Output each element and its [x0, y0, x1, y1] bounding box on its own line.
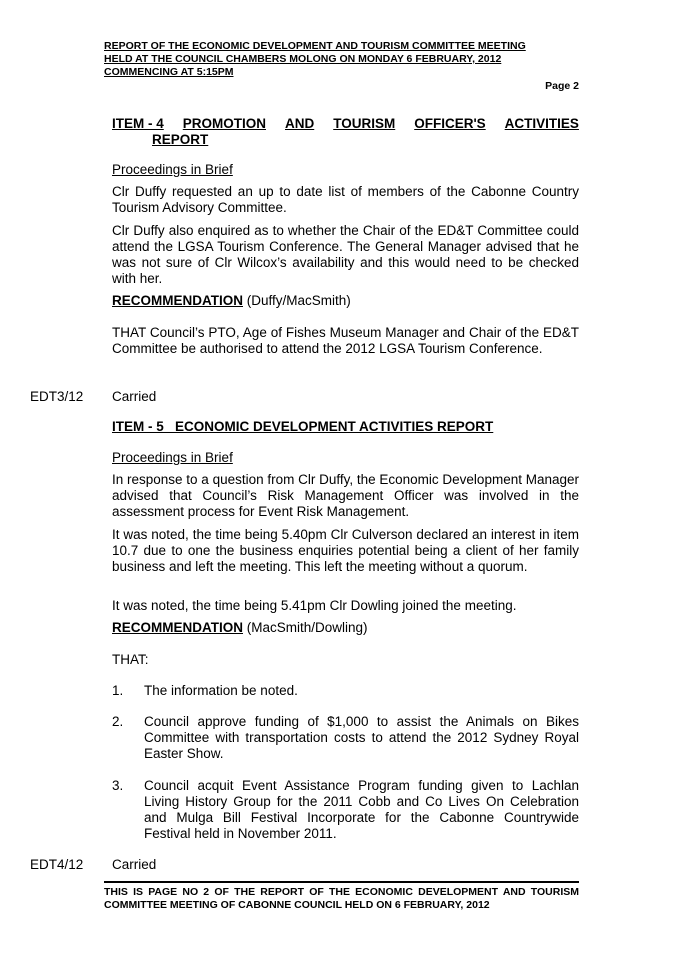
header-line: REPORT OF THE ECONOMIC DEVELOPMENT AND TOURISM COMMITTEE MEETING — [104, 40, 526, 52]
list-item: Council approve funding of $1,000 to assist the Animals on Bikes Committee with transportation costs to attend the 2012 Sydney Royal Easter Show. — [144, 714, 579, 761]
item5-proceedings-label: Proceedings in Brief — [112, 450, 233, 465]
recommendation-label: RECOMMENDATION — [112, 620, 243, 635]
item5-heading: ITEM - 5 ECONOMIC DEVELOPMENT ACTIVITIES REPORT — [112, 419, 494, 434]
item4-recommendation — [112, 293, 351, 308]
page-footer: THIS IS PAGE NO 2 OF THE REPORT OF THE ECONOMIC DEVELOPMENT AND TOURISM COMMITTEE MEETING OF CABONNE COUNCIL HELD ON 6 FEBRUARY, 2012 — [104, 886, 579, 911]
heading-word: PROMOTION — [182, 116, 266, 131]
heading-word: REPORT — [152, 132, 209, 147]
heading-word: TOURISM — [333, 116, 396, 131]
heading-word: AND — [284, 116, 315, 131]
heading-word: ACTIVITIES — [504, 116, 579, 131]
footer-divider — [104, 881, 579, 883]
item4-resolution: THAT Council’s PTO, Age of Fishes Museum Manager and Chair of the ED&T Committee be authorised to attend the 2012 LGSA Tourism Conference. — [112, 325, 579, 356]
item4-ref: EDT3/12 — [30, 389, 84, 404]
recommendation-movers: (Duffy/MacSmith) — [243, 293, 351, 308]
report-header — [104, 40, 579, 79]
item4-para1: Clr Duffy requested an up to date list of members of the Cabonne Country Tourism Advisory Committee. — [112, 184, 579, 215]
heading-word: ITEM - 4 — [112, 116, 164, 131]
item4-outcome: Carried — [112, 389, 157, 404]
item5-that: THAT: — [112, 652, 149, 667]
item5-para1: In response to a question from Clr Duffy, the Economic Development Manager advised that Council’s Risk Management Officer was involved in the assessment process for Event Risk Management. — [112, 472, 579, 519]
item5-para3: It was noted, the time being 5.41pm Clr Dowling joined the meeting. — [112, 598, 517, 613]
header-line: COMMENCING AT 5:15PM — [104, 66, 234, 78]
heading-word: OFFICER'S — [414, 116, 486, 131]
item5-ref: EDT4/12 — [30, 857, 84, 872]
list-item: Council acquit Event Assistance Program funding given to Lachlan Living History Group for the 2011 Cobb and Co Lives On Celebration and Mulga Bill Festival Incorporate for the Cabonne Countrywide Festival held in November 2011. — [144, 778, 579, 841]
item4-heading — [112, 116, 579, 148]
page-number: Page 2 — [545, 80, 579, 92]
item4-proceedings-label: Proceedings in Brief — [112, 162, 233, 177]
list-number: 1. — [112, 683, 124, 698]
list-item: The information be noted. — [144, 683, 298, 698]
item4-para2: Clr Duffy also enquired as to whether the Chair of the ED&T Committee could attend the LGSA Tourism Conference. The General Manager advised that he was not sure of Clr Wilcox’s availability and this would need to be checked with her. — [112, 223, 579, 286]
item5-para2: It was noted, the time being 5.40pm Clr Culverson declared an interest in item 10.7 due to one the business enquiries potential being a client of her family business and left the meeting. This left the meeting without a quorum. — [112, 527, 579, 574]
item5-recommendation — [112, 620, 368, 635]
recommendation-label: RECOMMENDATION — [112, 293, 243, 308]
list-number: 2. — [112, 714, 124, 729]
item5-outcome: Carried — [112, 857, 157, 872]
list-number: 3. — [112, 778, 124, 793]
recommendation-movers: (MacSmith/Dowling) — [243, 620, 368, 635]
header-line: HELD AT THE COUNCIL CHAMBERS MOLONG ON MONDAY 6 FEBRUARY, 2012 — [104, 53, 502, 65]
